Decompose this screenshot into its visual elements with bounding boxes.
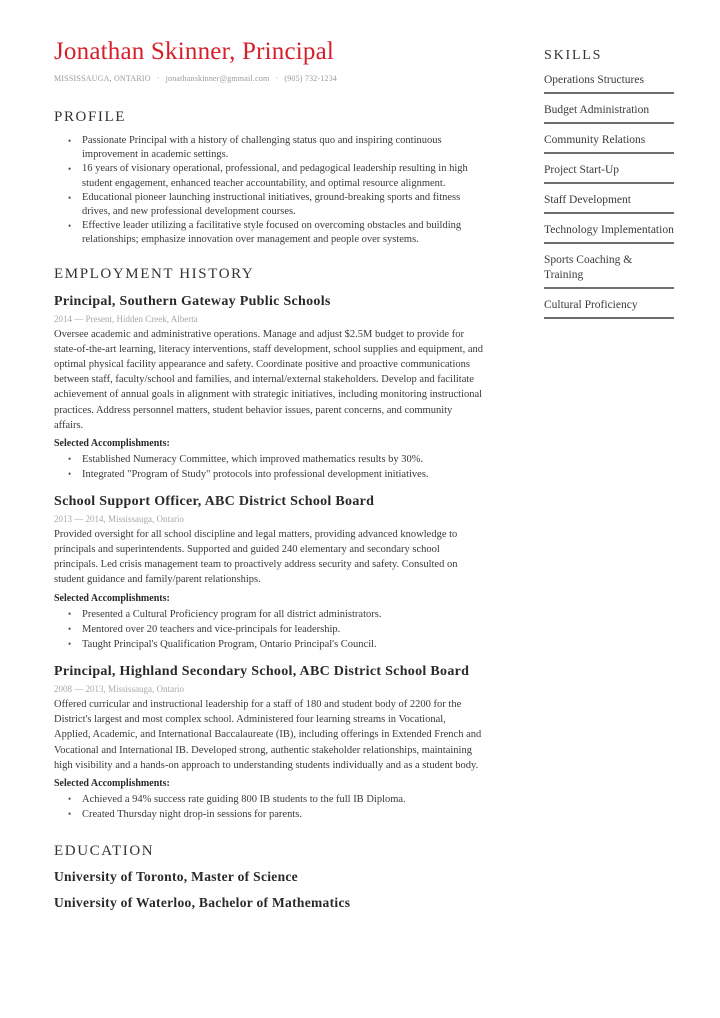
job-entry xyxy=(54,663,484,823)
accomplishment-item: • Integrated "Program of Study" protocols into professional development initiatives. xyxy=(68,467,484,482)
contact-separator: · xyxy=(275,74,279,83)
job-title: Principal, Highland Secondary School, ABC District School Board xyxy=(54,663,470,679)
skill-item: Community Relations xyxy=(544,124,674,154)
job-title: Principal, Southern Gateway Public Schools xyxy=(54,293,331,309)
accomplishment-item: • Created Thursday night drop-in sessions for parents. xyxy=(68,807,484,822)
accomplishment-item: • Established Numeracy Committee, which improved mathematics results by 30%. xyxy=(68,452,484,467)
job-dates-location: 2013 — 2014, Mississauga, Ontario xyxy=(54,513,184,524)
accomplishment-item: • Presented a Cultural Proficiency program for all district administrators. xyxy=(68,607,484,622)
education-heading: EDUCATION xyxy=(54,842,155,859)
accomplishments-label: Selected Accomplishments: xyxy=(54,592,170,604)
contact-line xyxy=(54,74,484,83)
accomplishment-item: • Mentored over 20 teachers and vice-principals for leadership. xyxy=(68,622,484,637)
skill-item: Budget Administration xyxy=(544,94,674,124)
accomplishment-item: • Taught Principal's Qualification Program, Ontario Principal's Council. xyxy=(68,637,484,652)
profile-bullet: • Educational pioneer launching instructional initiatives, ground-breaking sports and fitness drives, and new professional development courses. xyxy=(68,191,484,219)
employment-heading: EMPLOYMENT HISTORY xyxy=(54,265,255,282)
skill-item: Cultural Proficiency xyxy=(544,289,674,319)
skills-heading: SKILLS xyxy=(544,48,603,63)
skill-item: Operations Structures xyxy=(544,64,674,94)
skill-item: Technology Implementation xyxy=(544,214,674,244)
job-title: School Support Officer, ABC District School Board xyxy=(54,493,375,509)
profile-bullet: • 16 years of visionary operational, professional, and pedagogical leadership resulting in high student engagement, enhanced teacher accountability, and optimal resource alignment. xyxy=(68,162,484,190)
accomplishments-list xyxy=(54,607,484,653)
contact-email[interactable]: jonathanskinner@gmmail.com xyxy=(165,74,270,83)
profile-heading: PROFILE xyxy=(54,109,127,125)
main-column xyxy=(54,36,484,912)
skill-item: Sports Coaching & Training xyxy=(544,244,674,289)
job-description: Offered curricular and instructional leadership for a staff of 180 and student body of 2200 for the District's largest and most complex school. Administered four learning streams in Vocational, Applied, Academic, and International Baccalaureate (IB), including offerings in Extended French and Vocational and International IB. Developed strong, authentic stakeholder relationships, maintaining high visibility and a hands-on approach to understanding students individually and as a student body. xyxy=(54,698,482,771)
accomplishments-list xyxy=(54,452,484,483)
skill-item: Project Start-Up xyxy=(544,154,674,184)
skill-item: Staff Development xyxy=(544,184,674,214)
profile-bullet: • Effective leader utilizing a facilitative style focused on overcoming obstacles and building relationships; emphasize innovation over management and people over systems. xyxy=(68,219,484,247)
contact-location: MISSISSAUGA, ONTARIO xyxy=(54,74,151,83)
job-entry xyxy=(54,293,484,483)
accomplishments-label: Selected Accomplishments: xyxy=(54,438,170,450)
profile-list xyxy=(54,134,484,248)
accomplishment-item: • Achieved a 94% success rate guiding 800 IB students to the full IB Diploma. xyxy=(68,792,484,807)
education-item: University of Waterloo, Bachelor of Mathematics xyxy=(54,894,351,910)
education-item: University of Toronto, Master of Science xyxy=(54,868,298,884)
profile-bullet: • Passionate Principal with a history of challenging status quo and inspiring continuous improvement in academic settings. xyxy=(68,134,484,162)
job-description: Provided oversight for all school discipline and legal matters, providing advanced knowledge to principals and superintendents. Supported and guided 240 elementary and secondary school principals. Led crisis management team to proactively address security and safety. Consulted on student guidance and family/parent relationships. xyxy=(54,528,458,586)
job-dates-location: 2014 — Present, Hidden Creek, Alberta xyxy=(54,313,198,324)
job-entry xyxy=(54,493,484,653)
job-description: Oversee academic and administrative operations. Manage and adjust $2.5M budget to provide for state-of-the-art learning, literacy interventions, staff development, school supplies and equipment, and optimal physical facility appearance and safety. Coordinate positive and proactive communications between staff, faculty/school and families, and internal/external stakeholders. Develop and facilitate achievement of annual goals in alignment with strategic initiatives, including monitoring instructional practices. Address personnel matters, student behavior issues, parent concerns, and community affairs. xyxy=(54,328,484,431)
accomplishments-list xyxy=(54,792,484,823)
contact-phone[interactable]: (905) 732-1234 xyxy=(284,74,338,83)
skills-sidebar xyxy=(544,48,674,319)
contact-separator: · xyxy=(156,74,160,83)
job-dates-location: 2008 — 2013, Mississauga, Ontario xyxy=(54,683,184,694)
accomplishments-label: Selected Accomplishments: xyxy=(54,777,170,789)
candidate-name: Jonathan Skinner, Principal xyxy=(54,38,335,65)
